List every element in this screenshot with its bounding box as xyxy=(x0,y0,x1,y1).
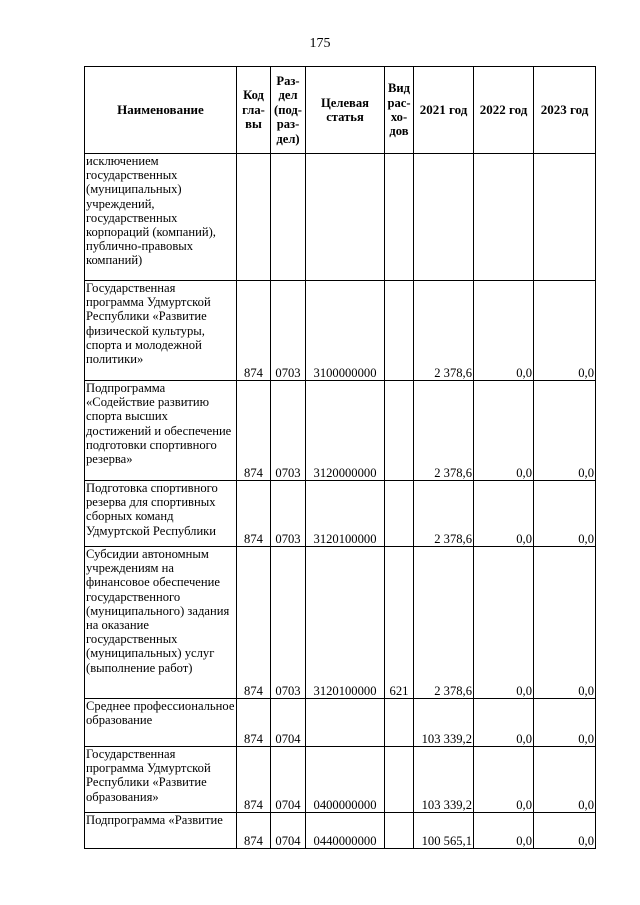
table-row xyxy=(85,747,596,813)
cell-target-article: 3120000000 xyxy=(306,381,385,481)
header-name: Наименование xyxy=(85,67,237,154)
cell-section: 0703 xyxy=(271,547,306,699)
cell-2022 xyxy=(474,154,534,281)
budget-table xyxy=(84,66,596,849)
cell-2023: 0,0 xyxy=(534,547,596,699)
cell-chapter-code: 874 xyxy=(237,481,271,547)
cell-2021: 2 378,6 xyxy=(414,481,474,547)
cell-name: Подготовка спортивного резерва для спортивных сборных команд Удмуртской Республики xyxy=(85,481,237,547)
table-row xyxy=(85,813,596,849)
cell-2023: 0,0 xyxy=(534,813,596,849)
table-row xyxy=(85,381,596,481)
cell-section: 0704 xyxy=(271,747,306,813)
cell-2021 xyxy=(414,154,474,281)
table-header-row xyxy=(85,67,596,154)
cell-expense-type: 621 xyxy=(385,547,414,699)
cell-2023: 0,0 xyxy=(534,699,596,747)
cell-section: 0704 xyxy=(271,813,306,849)
table-row xyxy=(85,481,596,547)
cell-2021: 103 339,2 xyxy=(414,699,474,747)
cell-expense-type xyxy=(385,813,414,849)
cell-target-article: 0440000000 xyxy=(306,813,385,849)
cell-target-article: 3100000000 xyxy=(306,281,385,381)
cell-section: 0703 xyxy=(271,481,306,547)
cell-2021: 2 378,6 xyxy=(414,281,474,381)
cell-chapter-code xyxy=(237,154,271,281)
cell-2021: 100 565,1 xyxy=(414,813,474,849)
cell-expense-type xyxy=(385,381,414,481)
cell-name: Среднее профессиональное образование xyxy=(85,699,237,747)
cell-chapter-code: 874 xyxy=(237,699,271,747)
cell-2021: 2 378,6 xyxy=(414,381,474,481)
cell-target-article: 3120100000 xyxy=(306,547,385,699)
cell-target-article: 3120100000 xyxy=(306,481,385,547)
cell-name: Государственная программа Удмуртской Республики «Развитие физической культуры, спорта и молодежной политики» xyxy=(85,281,237,381)
cell-2022: 0,0 xyxy=(474,547,534,699)
table-row xyxy=(85,699,596,747)
cell-chapter-code: 874 xyxy=(237,747,271,813)
cell-section: 0703 xyxy=(271,281,306,381)
cell-section: 0703 xyxy=(271,381,306,481)
cell-chapter-code: 874 xyxy=(237,547,271,699)
table-row xyxy=(85,281,596,381)
cell-section xyxy=(271,154,306,281)
cell-2023 xyxy=(534,154,596,281)
cell-2022: 0,0 xyxy=(474,281,534,381)
cell-2023: 0,0 xyxy=(534,281,596,381)
cell-name: Субсидии автономным учреждениям на финансовое обеспечение государственного (муниципального) задания на оказание государственных (муниципальных) услуг (выполнение работ) xyxy=(85,547,237,699)
cell-section: 0704 xyxy=(271,699,306,747)
table-row xyxy=(85,154,596,281)
cell-target-article xyxy=(306,154,385,281)
cell-expense-type xyxy=(385,281,414,381)
cell-target-article xyxy=(306,699,385,747)
table-row xyxy=(85,547,596,699)
cell-2021: 103 339,2 xyxy=(414,747,474,813)
header-year-2023: 2023 год xyxy=(534,67,596,154)
header-section: Раз- дел (под- раз- дел) xyxy=(271,67,306,154)
cell-expense-type xyxy=(385,154,414,281)
cell-name: Государственная программа Удмуртской Республики «Развитие образования» xyxy=(85,747,237,813)
header-target-article: Целевая статья xyxy=(306,67,385,154)
header-chapter-code: Код гла- вы xyxy=(237,67,271,154)
cell-2022: 0,0 xyxy=(474,699,534,747)
cell-name: Подпрограмма «Развитие xyxy=(85,813,237,849)
cell-2023: 0,0 xyxy=(534,481,596,547)
cell-chapter-code: 874 xyxy=(237,813,271,849)
cell-2021: 2 378,6 xyxy=(414,547,474,699)
cell-expense-type xyxy=(385,481,414,547)
header-year-2022: 2022 год xyxy=(474,67,534,154)
cell-expense-type xyxy=(385,699,414,747)
cell-2022: 0,0 xyxy=(474,813,534,849)
cell-chapter-code: 874 xyxy=(237,281,271,381)
cell-2023: 0,0 xyxy=(534,747,596,813)
cell-2022: 0,0 xyxy=(474,381,534,481)
cell-2022: 0,0 xyxy=(474,481,534,547)
cell-name: Подпрограмма «Содействие развитию спорта высших достижений и обеспечение подготовки спортивного резерва» xyxy=(85,381,237,481)
cell-expense-type xyxy=(385,747,414,813)
header-year-2021: 2021 год xyxy=(414,67,474,154)
cell-2023: 0,0 xyxy=(534,381,596,481)
cell-target-article: 0400000000 xyxy=(306,747,385,813)
cell-2022: 0,0 xyxy=(474,747,534,813)
cell-chapter-code: 874 xyxy=(237,381,271,481)
header-expense-type: Вид рас- хо- дов xyxy=(385,67,414,154)
page-number: 175 xyxy=(309,36,331,51)
cell-name: исключением государственных (муниципальных) учреждений, государственных корпораций (компаний), публично-правовых компаний) xyxy=(85,154,237,281)
